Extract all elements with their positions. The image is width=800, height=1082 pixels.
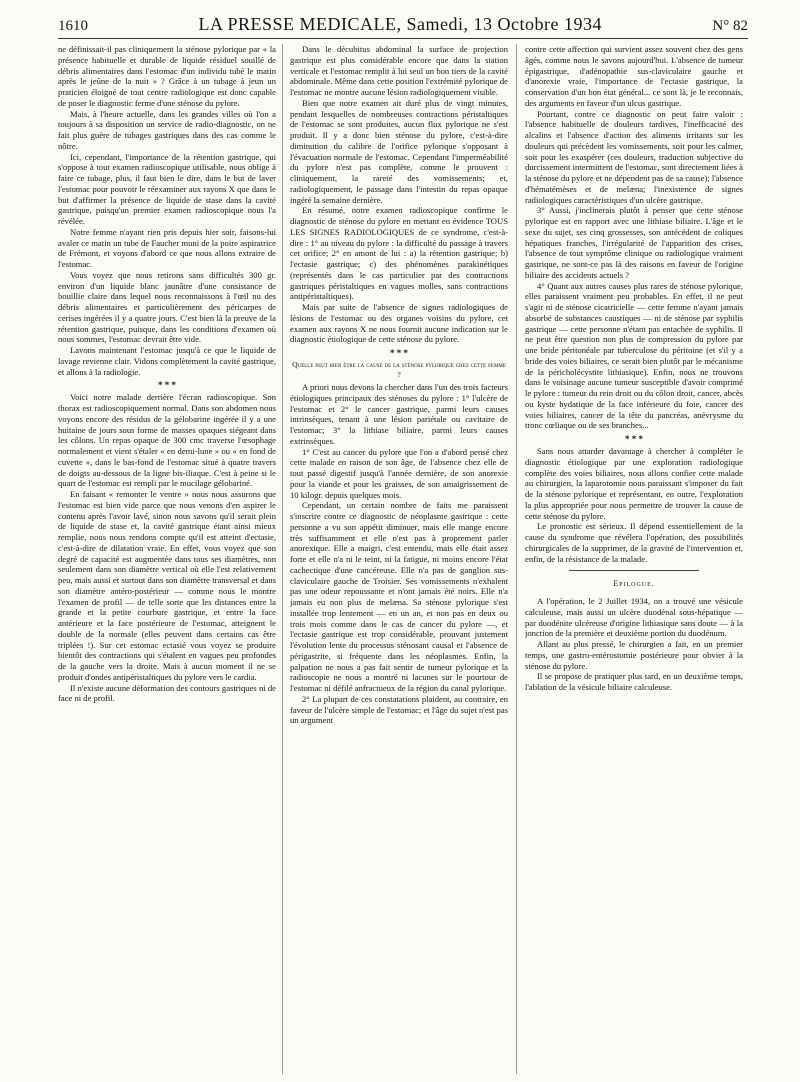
section-heading: Quelle peut bien être la cause de la sténose pylorique chez cette femme ?	[292, 360, 506, 379]
column-3	[525, 44, 743, 1074]
column-divider	[516, 44, 517, 1074]
section-separator: * * *	[158, 380, 176, 391]
paragraph: A l'opération, le 2 Juillet 1934, on a trouvé une vésicule calculeuse, mais aussi un ulcère duodénal sous-hépatique — par duodénite ulcéreuse d'origine lithiasique sans doute — à la jonction de la première et deuxième portion du duodénum.	[525, 596, 743, 639]
paragraph: contre cette affection qui survient assez souvent chez des gens âgés, comme nous le savons aujourd'hui. L'absence de tumeur épigastrique, d'adénopathie sus-claviculaire gauche et d'anorexie vraie, l'importance de l'ectasie gastrique, la conservation d'un bon état général... ce sont là, je le reconnais, des arguments en faveur d'un ulcus gastrique.	[525, 44, 743, 108]
issue-number: N° 82	[712, 18, 748, 34]
epilogue-heading: Epilogue.	[613, 579, 655, 589]
column-divider	[282, 44, 283, 1074]
journal-title	[198, 14, 602, 35]
horizontal-rule	[569, 570, 700, 571]
paragraph: Mais par suite de l'absence de signes radiologiques de lésions de l'estomac ou des organes voisins du pylore, cet examen aux rayons X ne nous fournit aucune indication sur le diagnostic étiologique de cette sténose du pylore.	[290, 302, 508, 345]
paragraph: ne définissait-il pas cliniquement la sténose pylorique par « la présence habituelle et durable de liquide résiduel souillé de débris alimentaires dans l'estomac d'un individu tubé le matin après le jeûne de la nuit » ? Grâce à un tubage à jeun un praticien éloigné de tout centre radiologique est donc capable de poser le diagnostic ferme d'une sténose du pylore.	[58, 44, 276, 108]
paragraph: Sans nous attarder davantage à chercher à compléter le diagnostic étiologique par une exploration radiologique complète des voies biliaires, nous allons confier cette malade au chirurgien, la laparotomie nous paraissant s'imposer du fait de la sténose pylorique et représentant, en outre, l'exploration la plus appropriée pour nous permettre de trouver la cause de cette sténose du pylore.	[525, 446, 743, 521]
paragraph: En résumé, notre examen radioscopique confirme le diagnostic de sténose du pylore en mettant en évidence TOUS LES SIGNES RADIOLOGIQUES de ce syndrome, c'est-à-dire : 1° au niveau du pylore : la difficulté du passage à travers cet orifice; 2° en amont de lui : a) la rétention gastrique; b) l'ectasie gastrique; c) des phénomènes parakinétiques (représentés dans le cas particulier par des contractions gastriques péristaltiques en vagues molles, sans contractions antipéristaltiques).	[290, 205, 508, 302]
paragraph: Vous voyez que nous retirons sans difficultés 300 gr. environ d'un liquide blanc jaunâtre d'une consistance de bouillie claire dans lequel nous reconnaissons à l'œil nu des débris alimentaires et particulièrement des péricarpes de cerises ingérées il y a quatre jours. C'est bien là la preuve de la rétention gastrique, puisque, dans les conditions d'examen où nous sommes, l'estomac devrait être vide.	[58, 269, 276, 345]
paragraph: Allant au plus pressé, le chirurgien a fait, en un premier temps, une gastro-entérostomie postérieure pour obvier à la sténose du pylore.	[525, 639, 743, 671]
page-header	[58, 14, 748, 39]
journal-name: LA PRESSE MEDICALE,	[198, 14, 402, 34]
section-separator: * * *	[390, 348, 408, 358]
paragraph: Notre femme n'ayant rien pris depuis hier soir, faisons-lui avaler ce matin un tube de Faucher muni de la poire aspiratrice de Frémont, et voyons d'abord ce que nous allons extraire de l'estomac.	[58, 226, 276, 269]
section-separator: * * *	[625, 434, 643, 444]
paragraph: Voici notre malade derrière l'écran radioscopique. Son thorax est radioscopiquement normal. Dans son abdomen nous voyons encore des résidus de la gélobarine ingérée il y a une huitaine de jours sous forme de masses opaques siégeant dans les côlons. Un repas opaque de 300 cmc traverse l'œsophage normalement et vient s'étaler « en demi-lune » ou « en fond de cuvette », dans le bas-fond de l'estomac situé à quatre travers de doigts au-dessous de la ligne bis-iliaque. C'est à peine si le quart de l'estomac est rempli par le mucilage gélobariné.	[58, 392, 276, 489]
column-1	[58, 44, 276, 1074]
paragraph: 3° Aussi, j'inclinerais plutôt à penser que cette sténose pylorique est en rapport avec une lithiase biliaire. L'âge et le sexe du sujet, ses cinq grossesses, son antécédent de coliques hépatiques franches, l'irrégularité de l'apparition des crises, l'absence de tout symptôme clinique ou radiologique vraiment gastrique, ne sont-ce pas là des raisons en faveur de l'origine biliaire des accidents actuels ?	[525, 205, 743, 280]
page-number: 1610	[58, 18, 88, 34]
paragraph: Le pronostic est sérieux. Il dépend essentiellement de la cause du syndrome que révélera l'opération, des possibilités chirurgicales de la supprimer, de la gravité de l'intervention et, enfin, de la résistance de la malade.	[525, 521, 743, 564]
paragraph: 1° C'est au cancer du pylore que l'on a d'abord pensé chez cette malade en raison de son âge, de l'absence chez elle de tout passé digestif jusqu'à l'année dernière, de son anorexie pour la viande et pour les graisses, de son amaigrissement de 10 kilogr. depuis quelques mois.	[290, 446, 508, 500]
paragraph: A priori nous devons la chercher dans l'un des trois facteurs étiologiques principaux des sténoses du pylore : 1° l'ulcère de l'estomac et 2° le cancer gastrique, parmi leurs causes intrinsèques, tenant à une lésion pariétale ou cavitaire de l'estomac; 3° la lithiase biliaire, parmi leurs causes extrinsèques.	[290, 382, 508, 446]
paragraph: Bien que notre examen ait duré plus de vingt minutes, pendant lesquelles de nombreuses contractions péristaltiques de l'estomac se sont produites, aucun flux pylorique ne s'est produit. Il y a donc bien sténose du pylore, c'est-à-dire diminution du calibre de l'orifice pylorique s'opposant à l'évacuation normale de l'estomac. Cependant l'imperméabilité du pylore n'est pas complète, comme le prouvent : cliniquement, la rareté des vomissements; et, radiologiquement, le passage dans l'intestin du repas opaque ingéré la semaine dernière.	[290, 97, 508, 205]
paragraph: Ici, cependant, l'importance de la rétention gastrique, qui s'oppose à tout examen radioscopique utilisable, nous oblige à faire ce tubage, plus, il faut bien le dire, dans le but de laver l'estomac pour pouvoir le réexaminer aux rayons X que dans le but d'affirmer la présence de liquide de stase dans la cavité gastrique, puisqu'un premier examen radioscopique nous l'a révélée.	[58, 151, 276, 226]
paragraph: En faisant « remonter le ventre » nous nous assurons que l'estomac est bien vide parce que nous venons d'en aspirer le contenu après l'avoir lavé, sinon nous savons qu'il serait plein de liquide de stase et, la cavité gastrique étant ainsi mieux remplie, nous nous rendons compte qu'il est atteint d'ectasie, c'est-à-dire de dilatation vraie. En effet, vous voyez que son degré de capacité est augmentée dans tous ses diamètres, non seulement dans son diamètre vertical où elle l'est relativement peu, mais aussi et surtout dans son diamètre transversal et dans son diamètre antéro-postérieur — comme nous le montre l'examen de profil — de telle sorte que les distances entre la grande et la petite courbure gastrique, et entre la face antérieure et la face postérieure de l'estomac, atteignent le double de la normale (elles peuvent dans certains cas être triplées !). Sur cet estomac ectasié vous voyez se produire bientôt des contractions qui s'étalent en vagues peu profondes de la gauche vers la droite. Mais à aucun moment il ne se produit d'ondes antipéristaltiques du pylore vers le cardia.	[58, 489, 276, 682]
paragraph: Pourtant, contre ce diagnostic on peut faire valoir : l'absence habituelle de douleurs tardives, l'inefficacité des alcalins et l'absence d'action des aliments irritants sur les douleurs qui précèdent les vomissements, soit pour les calmer, soit pour les exaspérer (ces douleurs, traduction subjective du durcissement intermittent de l'estomac, sont directement liées à la sténose du pylore et ne dépendent pas de sa cause); l'absence d'hématémèses et de melæna; l'inexistence de signes radiologiques caractéristiques d'un ulcère gastrique.	[525, 108, 743, 205]
paragraph: Il n'existe aucune déformation des contours gastriques ni de face ni de profil.	[58, 682, 276, 704]
paragraph: Dans le décubitus abdominal la surface de projection gastrique est plus considérable encore que dans la station verticale et l'estomac remplit à lui seul un bon tiers de la cavité abdominale. Même dans cette position l'extrémité pylorique de l'estomac ne montre aucune lésion radiologiquement visible.	[290, 44, 508, 97]
paragraph: 2° La plupart de ces constatations plaident, au contraire, en faveur de l'ulcère simple de l'estomac; et l'âge du sujet n'est pas un argument	[290, 693, 508, 726]
paragraph: Mais, à l'heure actuelle, dans les grandes villes où l'on a toujours à sa disposition un service de radio-diagnostic, on ne fait plus guère de tubages gastriques dans des cas comme le nôtre.	[58, 108, 276, 151]
paragraph: Cependant, un certain nombre de faits me paraissent s'inscrire contre ce diagnostic de néoplasme gastrique : cette personne a vu son appétit diminuer, mais elle mange encore très suffisamment et elle n'est pas à proprement parler anorexique. Elle a maigri, c'est entendu, mais elle était assez forte et elle n'a ni le teint, ni la fatigue, ni moins encore l'état cachectique d'une cancéreuse. Elle n'a pas de ganglion sus-claviculaire gauche de Troisier. Ses vomissements n'exhalent pas une odeur repoussante et n'ont jamais été noirs. Elle n'a jamais eu non plus de melæna. Sa sténose pylorique s'est installée trop lentement — en un an, et non pas en deux ou trois mois comme dans le cas de cancer du pylore —, et l'ectasie gastrique est trop considérable, prouvant justement l'évolution lente du processus sténosant causal et l'absence de périgastrite, si fréquente dans les néoplasmes. Enfin, la palpation ne nous a pas fait sentir de tumeur pylorique et la radioscopie ne nous a montré ni lacunes sur le pourtour de l'estomac ni défilé anfractueux de la région du canal pylorique.	[290, 500, 508, 693]
issue-date: Samedi, 13 Octobre 1934	[406, 14, 602, 34]
paragraph: Lavons maintenant l'estomac jusqu'à ce que le liquide de lavage revienne clair. Vidons complètement la cavité gastrique, et allons à la radiologie.	[58, 345, 276, 377]
paragraph: Il se propose de pratiquer plus tard, en un deuxième temps, l'ablation de la vésicule biliaire calculeuse.	[525, 671, 743, 692]
paragraph: 4° Quant aux autres causes plus rares de sténose pylorique, elles paraissent vraiment peu probables. En effet, il ne peut s'agir ni de sténose cicatricielle — cette femme n'ayant jamais absorbé de substances caustiques — ni de sténose par syphilis gastrique — cette personne n'étant pas entachée de syphilis. Il ne peut être question non plus de compression du pylore par une bride péritonéale par tuberculose du péritoine (et s'il y a bride des voies biliaires, ce serait bien plutôt par le mécanisme de la péricholécystite lithiasique). Enfin, nous ne trouvons dans le voisinage aucune tumeur susceptible d'avoir comprimé le pylore : tumeur du rein droit ou du côlon droit, cancer, abcès ou kyste hydatique de la face inférieure du foie, cancer des voies biliaires, cancer de la tête du pancréas, anévrysme du tronc cœliaque ou de ses branches...	[525, 280, 743, 431]
column-2	[290, 44, 508, 1074]
